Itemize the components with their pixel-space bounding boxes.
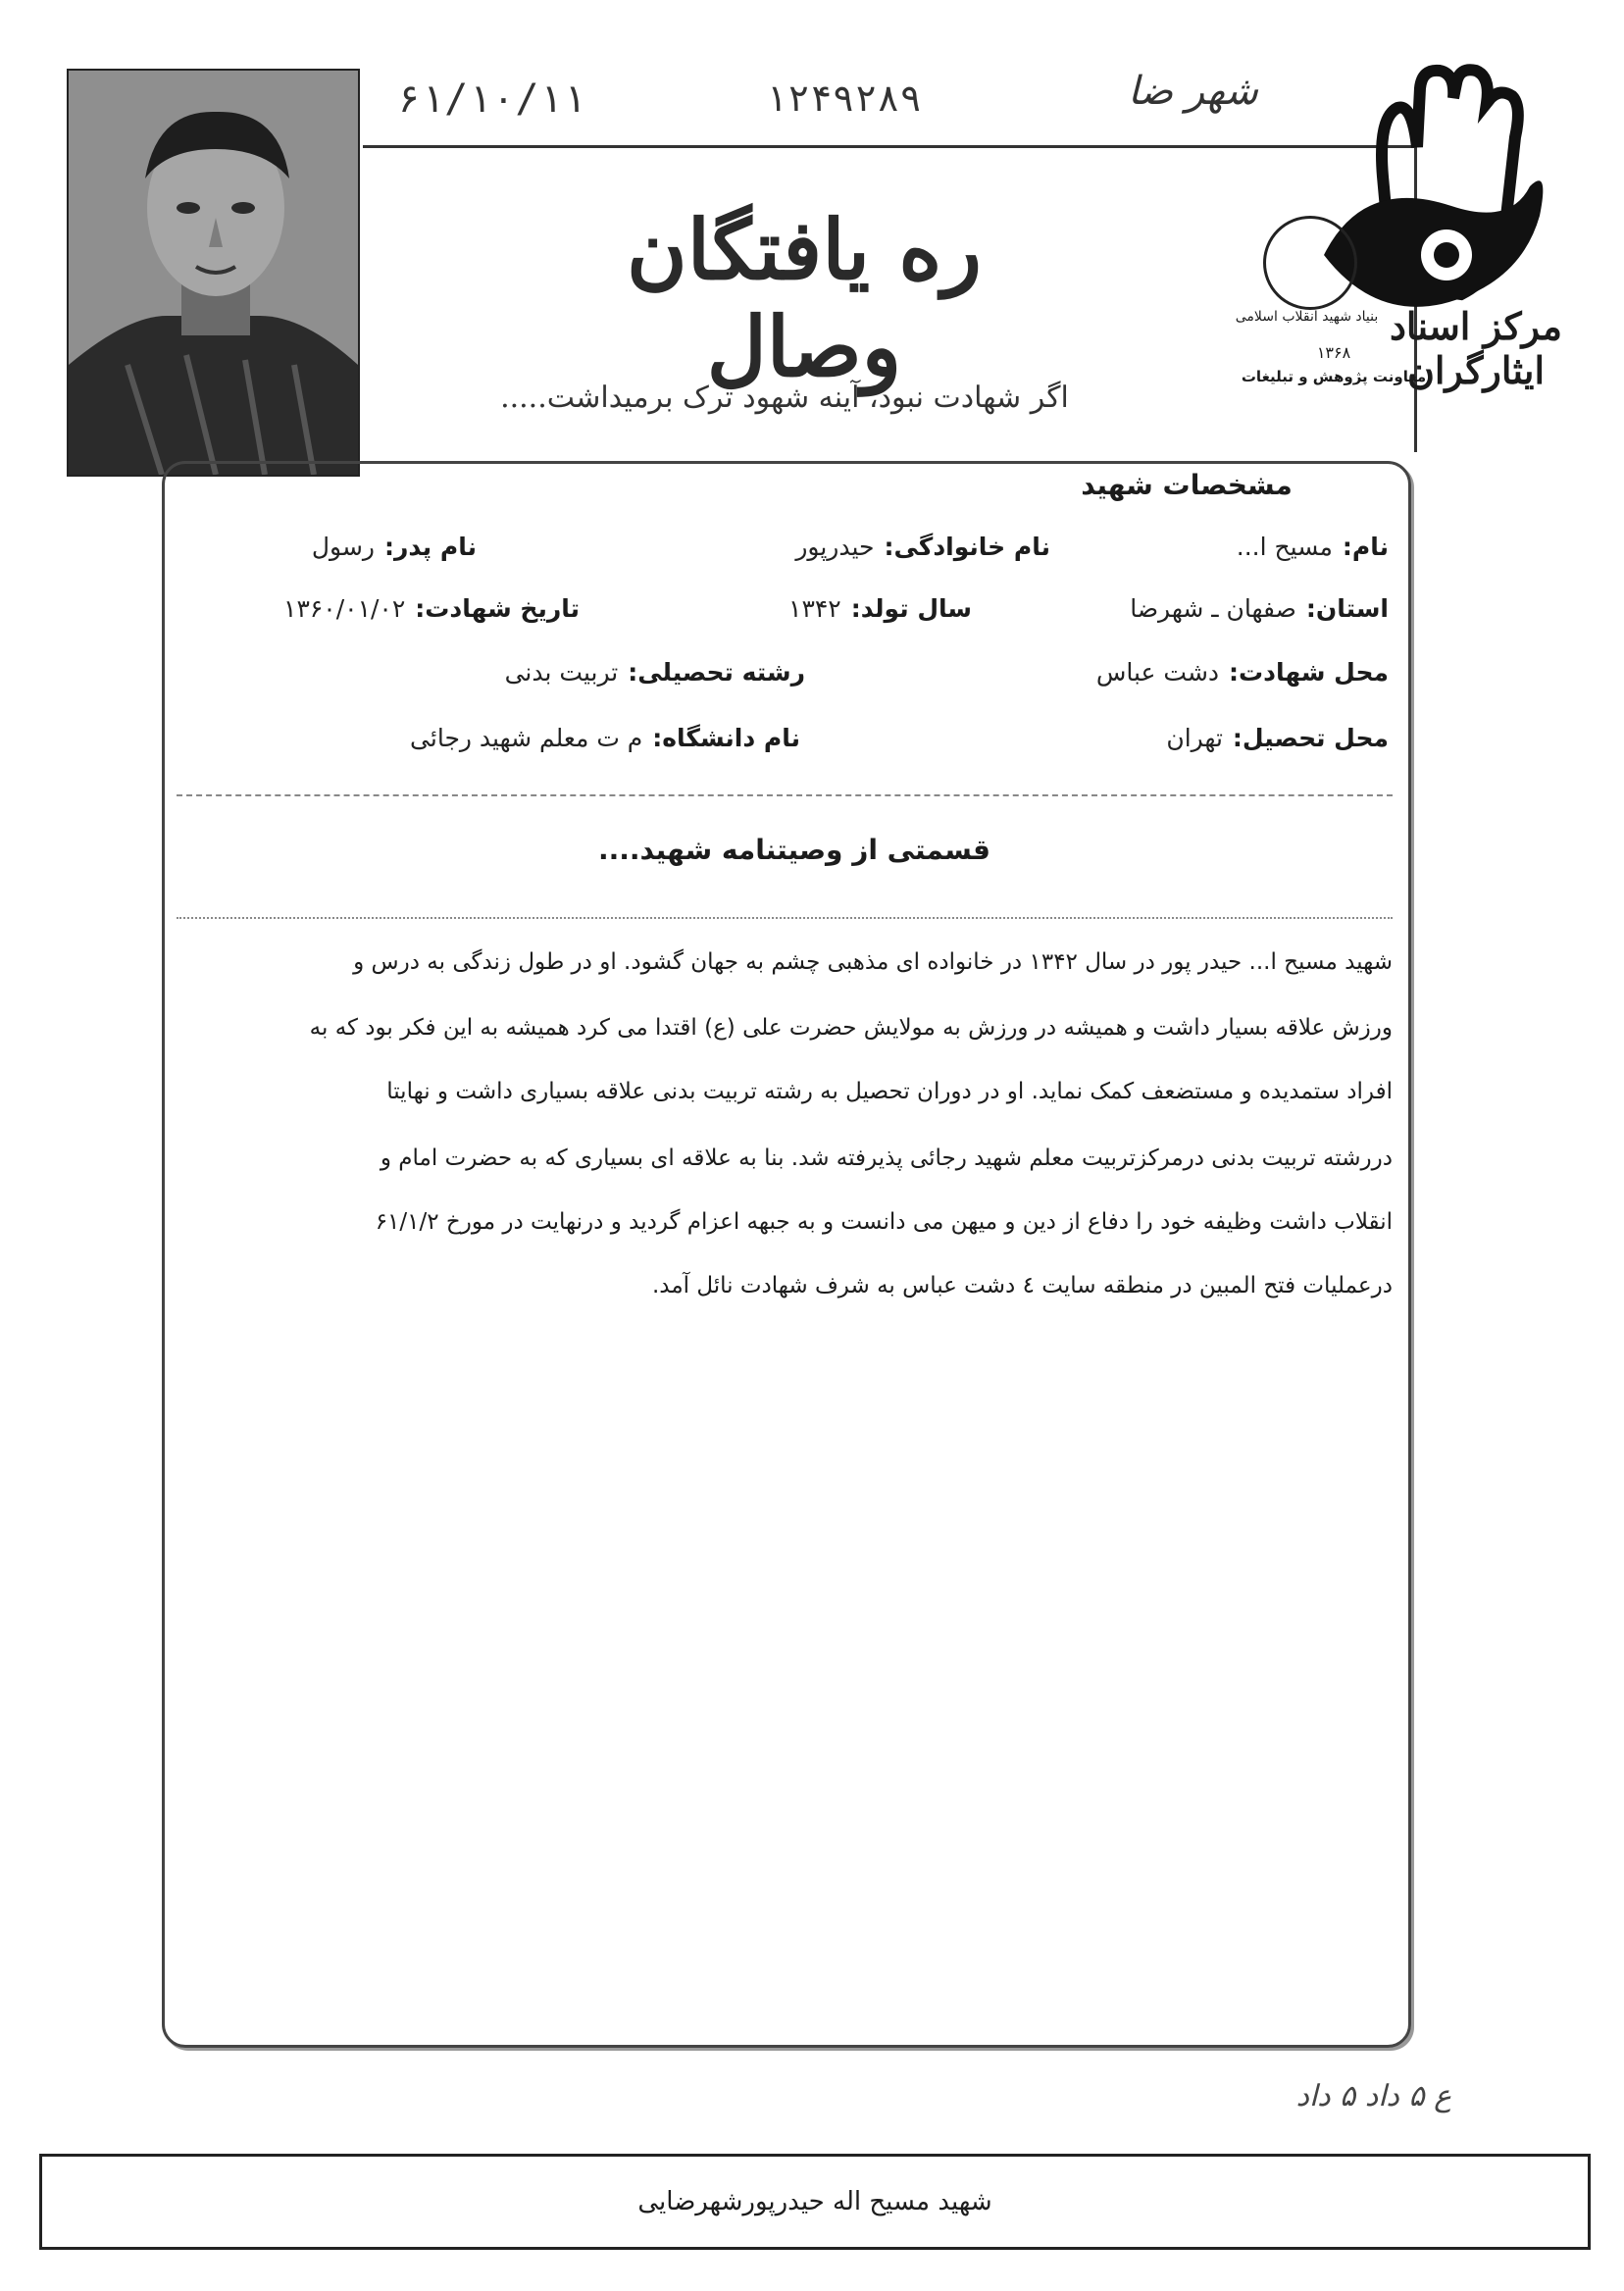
field-study-place — [1166, 716, 1389, 759]
info-card — [162, 461, 1411, 2048]
field-province — [1130, 586, 1389, 630]
hand-dove-logo-icon — [1216, 59, 1589, 333]
will-line-3: افراد ستمدیده و مستضعف کمک نماید. او در دوران تحصیل به رشته تربیت بدنی علاقه بسیاری داشت و نهایتا — [386, 1079, 1393, 1104]
field-family-label: نام خانوادگی: — [884, 532, 1050, 561]
field-province-value: صفهان ـ شهرضا — [1130, 593, 1296, 623]
field-name-value: مسیح ا... — [1236, 532, 1333, 561]
will-line-2: ورزش علاقه بسیار داشت و همیشه در ورزش به مولایش حضرت علی (ع) اقتدا می کرد همیشه به این فکر بود که به — [309, 1015, 1393, 1041]
page-subtitle: اگر شهادت نبود، آینه شهود ترک برمیداشت..... — [500, 381, 1069, 415]
will-line-1: شهید مسیح ا... حیدر پور در سال ۱۳۴۲ در خانواده ای مذهبی چشم به جهان گشود. او در طول زندگی به درس و — [353, 949, 1393, 975]
portrait-silhouette-icon — [69, 71, 358, 475]
field-martyrdom-date — [283, 586, 580, 630]
will-divider — [177, 917, 1393, 919]
seal-text: بنیاد شهید انقلاب اسلامی — [1235, 309, 1379, 325]
footer-caption-box — [39, 2154, 1591, 2250]
field-family-value: حیدرپور — [795, 532, 875, 561]
handwritten-signature-note: ع ۵ داد ۵ داد — [1295, 2079, 1451, 2113]
section-title-profile: مشخصات شهید — [1059, 469, 1314, 501]
document-date: ۶۱/۱۰/۱۱ — [397, 76, 586, 122]
field-university — [410, 716, 800, 759]
field-martyrdom-date-label: تاریخ شهادت: — [415, 593, 580, 623]
portrait-photo — [67, 69, 360, 477]
field-study-field-label: رشته تحصیلی: — [628, 657, 805, 687]
field-father-label: نام پدر: — [383, 532, 477, 561]
field-birth-year — [788, 586, 972, 630]
logo-founded-year: ۱۳۶۸ — [1316, 343, 1351, 362]
field-university-label: نام دانشگاه: — [652, 723, 800, 752]
field-study-field — [505, 650, 805, 693]
field-study-place-label: محل تحصیل: — [1232, 723, 1389, 752]
field-name — [1237, 525, 1389, 568]
section-title-will: قسمتی از وصیتنامه شهید.... — [597, 834, 991, 866]
page-title: ره یافتگان وصال — [627, 201, 982, 395]
field-family — [795, 525, 1050, 568]
will-line-6: درعملیات فتح المبین در منطقه سایت ٤ دشت عباس به شرف شهادت نائل آمد. — [651, 1273, 1393, 1298]
field-martyrdom-place-value: دشت عباس — [1095, 657, 1220, 687]
seal-icon — [1263, 216, 1357, 310]
field-name-label: نام: — [1342, 532, 1389, 561]
field-father-value: رسول — [311, 532, 375, 561]
field-birth-year-label: سال تولد: — [850, 593, 972, 623]
field-university-value: م ت معلم شهید رجائی — [410, 723, 643, 752]
divider — [177, 794, 1393, 796]
will-line-4: دررشته تربیت بدنی درمرکزتربیت معلم شهید رجائی پذیرفته شد. بنا به علاقه ای بسیاری که به حضرت امام و — [380, 1146, 1393, 1171]
field-father — [312, 525, 477, 568]
footer-caption: شهید مسیح اله حیدرپورشهرضایی — [637, 2187, 992, 2216]
logo-subtitle: معاونت پژوهش و تبلیغات — [1241, 368, 1427, 385]
field-martyrdom-place — [1096, 650, 1389, 693]
field-martyrdom-place-label: محل شهادت: — [1229, 657, 1389, 687]
logo — [1216, 59, 1589, 412]
document-code: ۱۲۴۹۲۸۹ — [765, 76, 923, 120]
field-province-label: استان: — [1305, 593, 1389, 623]
field-study-field-value: تربیت بدنی — [504, 657, 619, 687]
field-birth-year-value: ۱۳۴۲ — [788, 593, 841, 623]
will-line-5: انقلاب داشت وظیفه خود را دفاع از دین و میهن می دانست و به جبهه اعزام گردید و درنهایت در مورخ ۶۱/۱/۲ — [375, 1209, 1393, 1235]
logo-org-name: مرکز اسناد ایثارگران — [1390, 304, 1562, 392]
field-study-place-value: تهران — [1166, 723, 1223, 752]
field-martyrdom-date-value: ۱۳۶۰/۰۱/۰۲ — [283, 593, 406, 623]
handwritten-note: شهر ضا — [1128, 69, 1258, 114]
